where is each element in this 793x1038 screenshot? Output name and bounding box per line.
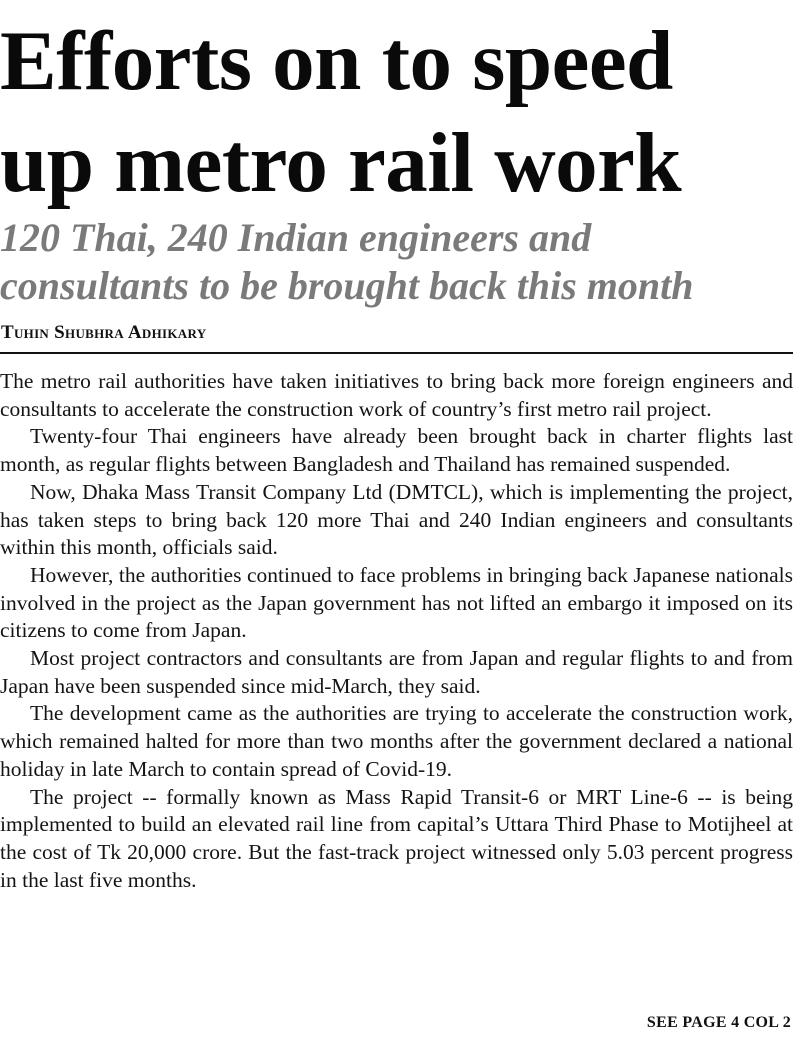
headline	[0, 10, 793, 214]
paragraph: The metro rail authorities have taken initiatives to bring back more foreign engineers and consultants to accelerate the construction work of country’s first metro rail project.	[0, 369, 793, 421]
divider-rule	[0, 352, 793, 354]
paragraph: Most project contractors and consultants are from Japan and regular flights to and from Japan have been suspended since mid-March, they said.	[0, 646, 793, 698]
paragraph: Now, Dhaka Mass Transit Company Ltd (DMTCL), which is implementing the project, has taken steps to bring back 120 more Thai and 240 Indian engineers and consultants within this month, officials said.	[0, 479, 793, 560]
paragraph: However, the authorities continued to face problems in bringing back Japanese nationals involved in the project as the Japan government has not lifted an embargo it imposed on its citizens to come from Japan.	[0, 562, 793, 643]
paragraph: The project -- formally known as Mass Rapid Transit-6 or MRT Line-6 -- is being implemented to build an elevated rail line from capital’s Uttara Third Phase to Motijheel at the cost of Tk 20,000 crore. But the fast-track project witnessed only 5.03 percent progress in the last five months.	[0, 784, 793, 892]
continuation-jump-line: SEE PAGE 4 COL 2	[646, 1014, 791, 1031]
subheadline-line-2: consultants to be brought back this month	[0, 263, 694, 308]
article-body	[0, 368, 793, 894]
headline-line-1: Efforts on to speed	[0, 14, 673, 108]
subheadline	[0, 214, 793, 310]
headline-line-2: up metro rail work	[0, 116, 682, 210]
paragraph: The development came as the authorities are trying to accelerate the construction work, which remained halted for more than two months after the government declared a national holiday in late March to contain spread of Covid-19.	[0, 701, 793, 781]
byline: Tuhin Shubhra Adhikary	[1, 322, 207, 343]
paragraph: Twenty-four Thai engineers have already been brought back in charter flights last month, as regular flights between Bangladesh and Thailand has remained suspended.	[0, 424, 793, 477]
subheadline-line-1: 120 Thai, 240 Indian engineers and	[0, 215, 592, 260]
